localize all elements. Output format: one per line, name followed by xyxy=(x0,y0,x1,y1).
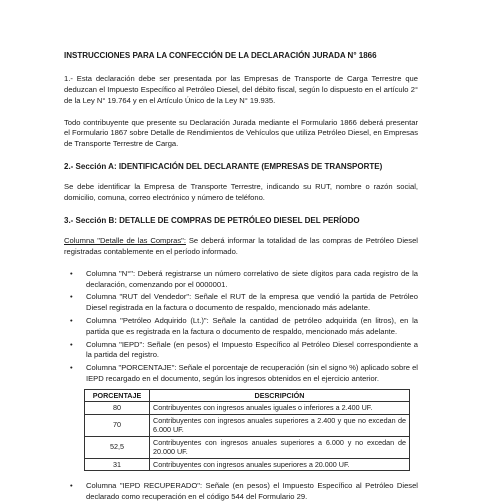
table-cell-percentage: 70 xyxy=(85,414,150,436)
list-item xyxy=(70,268,418,291)
list-item-text: Columna "IEPD RECUPERADO": Señale (en pesos) el Impuesto Específico al Petróleo Diesel declarado como recuperación en el código 544 del Formulario 29. xyxy=(86,481,418,501)
intro-paragraph-2: Todo contribuyente que presente su Declaración Jurada mediante el Formulario 1866 deberá presentar el Formulario 1867 sobre Detalle de Rendimientos de Vehículos que utiliza Petróleo Diesel, en Empresas de Transporte Terrestre de Carga. xyxy=(64,117,418,149)
list-item-text: Columna "RUT del Vendedor": Señale el RUT de la empresa que vendió la partida de Petróleo Diesel registrada en la factura o documento de respaldo, mencionado más adelante. xyxy=(86,292,418,313)
table-cell-percentage: 31 xyxy=(85,458,150,471)
intro-paragraph-1: 1.- Esta declaración debe ser presentada por las Empresas de Transporte de Carga Terrestre que deduzcan el Impuesto Específico al Petróleo Diesel, del débito fiscal, según lo dispuesto en el artículo 2° de la Ley N° 19.764 y en el Artículo Único de la Ley N° 19.935. xyxy=(64,74,418,105)
list-item xyxy=(70,481,418,503)
table-row xyxy=(85,458,410,471)
detail-compras-label: Columna "Detalle de las Compras": xyxy=(64,236,186,246)
list-item-text: Columna "N°": Deberá registrarse un número correlativo de siete dígitos para cada registro de la declaración, comenzando por el 0000001. xyxy=(86,268,418,289)
section-b-heading: 3.- Sección B: DETALLE DE COMPRAS DE PETRÓLEO DIESEL DEL PERÍODO xyxy=(64,215,360,225)
table-header-descripcion: DESCRIPCIÓN xyxy=(150,389,410,402)
list-item-text: Columna "Petróleo Adquirido (Lt.)": Señale la cantidad de petróleo adquirida (en litros), en la partida que es registrada en la factura o documento de respaldo, mencionado más adelante. xyxy=(86,316,418,336)
section-a-text: Se debe identificar la Empresa de Transporte Terrestre, indicando su RUT, nombre o razón social, domicilio, comuna, correo electrónico y número de teléfono. xyxy=(64,182,418,203)
bullet-icon: • xyxy=(70,481,73,491)
list-item xyxy=(70,316,418,338)
percentage-table xyxy=(84,389,410,472)
table-cell-description: Contribuyentes con ingresos anuales superiores a 6.000 y no excedan de 20.000 UF. xyxy=(150,436,410,458)
bullet-icon: • xyxy=(70,339,73,349)
table-cell-description: Contribuyentes con ingresos anuales iguales o inferiores a 2.400 UF. xyxy=(150,402,410,415)
list-item xyxy=(70,363,418,385)
table-cell-percentage: 52,5 xyxy=(85,436,150,458)
detail-compras-paragraph xyxy=(64,236,418,258)
table-cell-percentage: 80 xyxy=(85,402,150,415)
bullet-icon: • xyxy=(70,268,73,278)
list-item-text: Columna "PORCENTAJE": Señale el porcentaje de recuperación (sin el signo %) aplicado sobre el IEPD recargado en el documento, según los ingresos obtenidos en el ejercicio anterior. xyxy=(86,363,418,383)
detail-compras-text: Se deberá informar la totalidad de las compras de Petróleo Diesel registradas contablemente en el período informado. xyxy=(64,236,418,257)
table-cell-description: Contribuyentes con ingresos anuales superiores a 2.400 y que no excedan de 6.000 UF. xyxy=(150,414,410,436)
document-title: INSTRUCCIONES PARA LA CONFECCIÓN DE LA DECLARACIÓN JURADA N° 1866 xyxy=(64,51,377,60)
table-header-porcentaje: PORCENTAJE xyxy=(85,389,150,402)
bullet-icon: • xyxy=(70,316,73,326)
list-item xyxy=(70,339,418,362)
list-item xyxy=(70,292,418,314)
table-row xyxy=(85,402,410,415)
section-a-heading: 2.- Sección A: IDENTIFICACIÓN DEL DECLARANTE (EMPRESAS DE TRANSPORTE) xyxy=(64,162,383,172)
table-header-row xyxy=(85,389,410,402)
column-instructions-list xyxy=(64,269,418,385)
table-row xyxy=(85,436,410,458)
column-instructions-list-continued xyxy=(64,481,418,503)
table-cell-description: Contribuyentes con ingresos anuales superiores a 20.000 UF. xyxy=(150,458,410,471)
table-row xyxy=(85,414,410,436)
bullet-icon: • xyxy=(70,363,73,373)
list-item-text: Columna "IEPD": Señale (en pesos) el Impuesto Específico al Petróleo Diesel correspondiente a la partida del registro. xyxy=(86,339,418,360)
bullet-icon: • xyxy=(70,292,73,302)
